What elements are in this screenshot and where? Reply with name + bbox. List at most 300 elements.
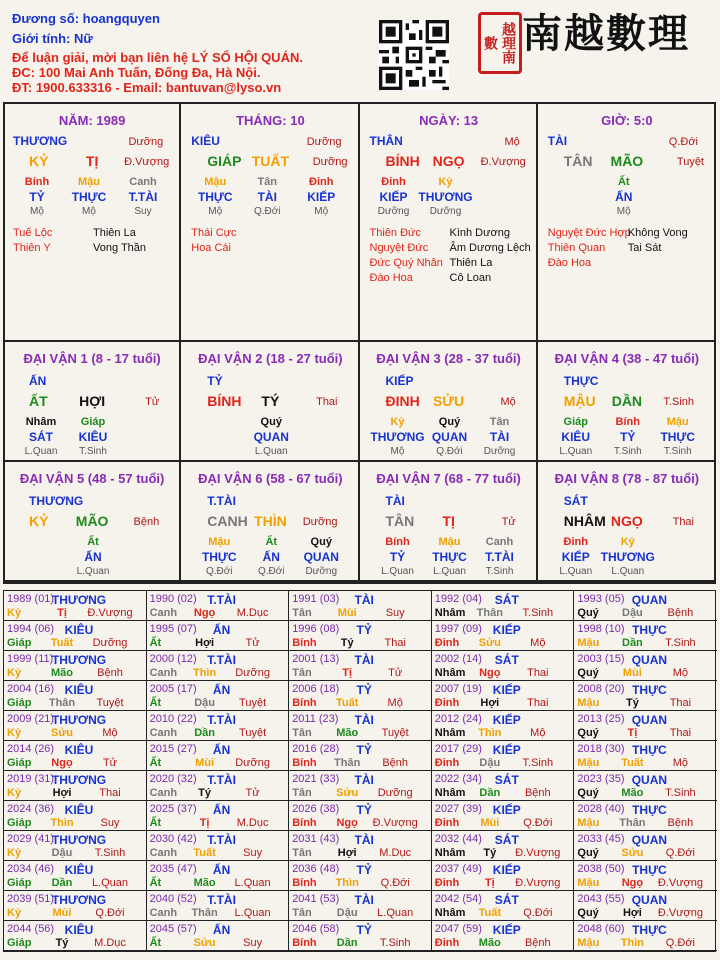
hidden-god: TÀI (489, 430, 510, 444)
pillar-title: NGÀY: 13 (419, 113, 479, 128)
year-phase: Bệnh (667, 607, 694, 619)
dai-van-title: ĐẠI VẬN 8 (78 - 87 tuổi) (554, 471, 700, 486)
year-branch: Sửu (193, 937, 216, 949)
year-stem: Kỷ (7, 727, 22, 739)
year-branch: Tuất (193, 847, 216, 859)
hidden-god: T.TÀI (485, 550, 514, 564)
year-cell[interactable] (4, 921, 147, 951)
year-stem: Kỷ (7, 787, 22, 799)
year-label: 2034 (46) (7, 863, 55, 875)
year-label: 2027 (39) (434, 803, 482, 815)
qr-code-icon[interactable] (379, 20, 449, 90)
pillar-phase: Đ.Vượng (124, 156, 170, 168)
year-phase: Suy (243, 847, 263, 859)
year-cell[interactable] (147, 831, 290, 861)
year-cell[interactable] (432, 741, 575, 771)
year-cell[interactable] (289, 921, 432, 951)
dai-van-cell (3, 462, 181, 582)
year-cell[interactable] (432, 651, 575, 681)
year-phase: Đ.Vượng (515, 847, 561, 859)
year-branch: Thìn (620, 937, 644, 949)
year-phase: Bệnh (382, 757, 409, 769)
year-branch: Thân (191, 907, 218, 919)
year-phase: Tử (388, 667, 403, 679)
year-cell[interactable] (432, 771, 575, 801)
hidden-god: QUAN (431, 430, 468, 444)
year-god: T.TÀI (207, 713, 236, 727)
year-branch: Mùi (480, 817, 500, 829)
year-phase: Bệnh (667, 817, 694, 829)
year-god: T.TÀI (207, 893, 236, 907)
year-cell[interactable] (4, 831, 147, 861)
year-phase: Đ.Vượng (372, 817, 418, 829)
hidden-stem: Mậu (666, 416, 689, 428)
year-cell[interactable] (574, 861, 717, 891)
year-cell[interactable] (147, 681, 290, 711)
year-cell[interactable] (574, 741, 717, 771)
year-god: THỰC (632, 803, 667, 817)
year-stem: Giáp (7, 757, 32, 769)
hidden-god: QUAN (303, 550, 339, 564)
year-stem: Đinh (434, 637, 460, 649)
year-cell[interactable] (289, 621, 432, 651)
dai-van-stem: KỶ (29, 513, 49, 529)
year-branch: Tị (199, 817, 210, 829)
year-stem: Đinh (434, 697, 460, 709)
year-cell[interactable] (432, 831, 575, 861)
hidden-stage: Q.Đới (436, 446, 463, 457)
year-stem: Bính (292, 757, 317, 769)
year-stem: Nhâm (434, 727, 466, 739)
year-god: TỶ (356, 743, 372, 757)
hidden-stage: Dưỡng (305, 566, 338, 577)
year-label: 2013 (25) (577, 713, 625, 725)
year-cell[interactable] (147, 621, 290, 651)
pillar-branch: NGỌ (432, 153, 465, 169)
pillar-stem: TÂN (563, 153, 593, 169)
year-cell[interactable] (147, 921, 290, 951)
year-branch: Hợi (195, 637, 215, 649)
hidden-god: ẤN (615, 190, 633, 204)
year-god: THƯƠNG (51, 773, 107, 787)
year-phase: Đ.Vượng (657, 907, 703, 919)
year-label: 2016 (28) (292, 743, 340, 755)
year-phase: T.Sinh (522, 757, 554, 769)
year-phase: T.Sinh (94, 847, 126, 859)
year-branch: Tuất (335, 697, 359, 709)
dai-van-stem: BÍNH (207, 393, 242, 409)
year-label: 2038 (50) (577, 863, 625, 875)
year-cell[interactable] (574, 591, 717, 621)
year-cell[interactable] (574, 621, 717, 651)
year-label: 1993 (05) (577, 593, 625, 605)
year-god: SÁT (494, 773, 519, 787)
year-god: SÁT (494, 893, 519, 907)
hidden-god: THỰC (71, 190, 107, 204)
year-label: 2008 (20) (577, 683, 625, 695)
year-cell[interactable] (147, 801, 290, 831)
year-god: KIẾP (492, 923, 521, 937)
year-phase: L.Quan (234, 877, 271, 889)
year-branch: Mão (621, 787, 644, 799)
year-phase: Đ.Vượng (657, 877, 703, 889)
dai-van-title: ĐẠI VẬN 1 (8 - 17 tuổi) (23, 351, 161, 366)
year-stem: Quý (577, 667, 599, 679)
year-branch: Dần (622, 637, 643, 649)
year-god: TÀI (354, 713, 374, 727)
year-cell[interactable] (4, 891, 147, 921)
hidden-stem: Quý (260, 416, 282, 428)
year-stem: Mậu (577, 637, 600, 649)
hidden-god: T.TÀI (128, 190, 158, 204)
pillar-cell (360, 102, 538, 342)
dai-van-phase: Dưỡng (302, 516, 338, 528)
year-label: 2012 (24) (434, 713, 482, 725)
hidden-stem: Tân (489, 416, 510, 428)
year-cell[interactable] (147, 771, 290, 801)
year-stem: Quý (577, 787, 599, 799)
year-branch: Hợi (337, 847, 357, 859)
year-god: THƯƠNG (51, 713, 107, 727)
year-god: THỰC (632, 743, 667, 757)
year-cell[interactable] (147, 711, 290, 741)
year-stem: Kỷ (7, 847, 22, 859)
year-stem: Kỷ (7, 667, 22, 679)
hidden-stem: Mậu (208, 536, 231, 548)
year-god: KIÊU (64, 743, 94, 757)
year-branch: Ngọ (621, 877, 644, 889)
hidden-stem: Bính (24, 176, 50, 188)
year-branch: Dần (336, 937, 358, 949)
year-god: TÀI (354, 893, 374, 907)
year-phase: Mộ (530, 637, 546, 649)
year-branch: Tuất (50, 637, 74, 649)
dai-van-god: TỶ (207, 374, 223, 388)
year-cell[interactable] (289, 861, 432, 891)
star-right: Thiên La (449, 257, 493, 269)
year-stem: Kỷ (7, 607, 22, 619)
year-label: 2023 (35) (577, 773, 625, 785)
year-cell[interactable] (432, 591, 575, 621)
pillar-god: THƯƠNG (13, 134, 68, 148)
year-cell[interactable] (289, 651, 432, 681)
year-phase: Mộ (102, 727, 118, 739)
dai-van-cell (181, 462, 359, 582)
hidden-god: KIẾP (379, 190, 408, 204)
year-cell[interactable] (574, 801, 717, 831)
year-cell[interactable] (4, 591, 147, 621)
year-cell[interactable] (574, 891, 717, 921)
year-cell[interactable] (4, 741, 147, 771)
year-label: 2006 (18) (292, 683, 340, 695)
year-branch: Dậu (194, 697, 215, 709)
year-label: 2045 (57) (149, 923, 197, 935)
year-cell[interactable] (289, 591, 432, 621)
year-god: ẤN (212, 623, 231, 637)
year-cell[interactable] (574, 681, 717, 711)
year-phase: Q.Đới (523, 817, 553, 829)
year-god: SÁT (494, 593, 519, 607)
dai-van-title: ĐẠI VẬN 5 (48 - 57 tuổi) (19, 471, 165, 486)
year-stem: Quý (577, 727, 599, 739)
year-stem: Ất (149, 697, 162, 709)
year-branch: Tị (342, 667, 353, 679)
year-phase: Thai (384, 637, 406, 649)
star-left: Thái Cực (191, 227, 237, 239)
year-stem: Nhâm (434, 787, 466, 799)
year-branch: Tuất (621, 757, 644, 769)
year-phase: Mộ (387, 697, 403, 709)
phone-email[interactable]: ĐT: 1900.633316 - Email: bantuvan@lyso.vn (12, 80, 282, 95)
hidden-stage: L.Quan (559, 446, 593, 457)
dai-van-branch: MÃO (75, 513, 109, 529)
year-branch: Sửu (50, 727, 74, 739)
star-right: Tai Sát (627, 242, 662, 254)
year-label: 2020 (32) (149, 773, 197, 785)
year-branch: Mão (478, 937, 501, 949)
dai-van-title: ĐẠI VẬN 7 (68 - 77 tuổi) (376, 471, 521, 486)
year-god: T.TÀI (207, 593, 236, 607)
year-label: 1998 (10) (577, 623, 625, 635)
year-cell[interactable] (432, 711, 575, 741)
year-label: 2037 (49) (434, 863, 482, 875)
year-god: KIẾP (492, 683, 521, 697)
pillar-stage: Mộ (504, 136, 520, 148)
year-cell[interactable] (432, 891, 575, 921)
hidden-god: TỶ (620, 430, 636, 444)
year-label: 2011 (23) (292, 713, 339, 725)
year-cell[interactable] (289, 711, 432, 741)
star-right: Cô Loan (449, 272, 492, 284)
year-label: 2021 (33) (292, 773, 340, 785)
star-left: Thiên Đức (369, 227, 421, 239)
pillar-branch: MÃO (610, 153, 644, 169)
year-label: 2001 (13) (292, 653, 340, 665)
year-cell[interactable] (289, 801, 432, 831)
star-left: Đức Quý Nhân (369, 257, 443, 269)
year-cell[interactable] (289, 681, 432, 711)
year-branch: Sửu (621, 847, 644, 859)
year-phase: Đ.Vượng (515, 877, 561, 889)
brand-logo: 南越數理 (522, 10, 690, 57)
hidden-stage: T.Sinh (485, 566, 514, 577)
year-stem: Bính (292, 697, 317, 709)
year-cell[interactable] (289, 831, 432, 861)
year-god: TỶ (356, 803, 372, 817)
hidden-god: TÀI (257, 190, 277, 204)
year-stem: Bính (292, 937, 317, 949)
dai-van-branch: DẦN (611, 393, 643, 409)
year-phase: Đ.Vượng (87, 607, 133, 619)
year-branch: Tý (340, 637, 354, 649)
hidden-god: THỰC (660, 430, 696, 444)
dai-van-stem: MẬU (563, 393, 596, 409)
dai-van-god: ẤN (29, 374, 47, 388)
year-phase: Dưỡng (377, 787, 413, 799)
year-stem: Tân (292, 787, 312, 799)
hidden-stage: Mộ (82, 206, 96, 217)
year-cell[interactable] (574, 651, 717, 681)
dai-van-title: ĐẠI VẬN 4 (38 - 47 tuổi) (554, 351, 700, 366)
year-stem: Giáp (7, 877, 32, 889)
year-branch: Tị (484, 877, 495, 889)
dai-van-god: SÁT (563, 494, 588, 508)
year-god: KIÊU (64, 863, 94, 877)
year-cell[interactable] (147, 651, 290, 681)
year-god: QUAN (631, 773, 668, 787)
hidden-stage: L.Quan (433, 566, 466, 577)
year-branch: Ngọ (479, 667, 501, 679)
pillar-branch: TỊ (85, 153, 99, 169)
star-left: Thiên Quan (547, 242, 606, 254)
year-branch: Hợi (622, 907, 642, 919)
hidden-god: ẤN (84, 550, 102, 564)
year-cell[interactable] (147, 861, 290, 891)
year-god: TỶ (356, 623, 372, 637)
year-cell[interactable] (289, 771, 432, 801)
year-grid (3, 590, 716, 952)
hidden-stage: Mộ (30, 206, 44, 217)
pillar-title: GIỜ: 5:0 (601, 113, 653, 128)
year-label: 2040 (52) (149, 893, 197, 905)
year-cell[interactable] (574, 831, 717, 861)
year-cell[interactable] (574, 711, 717, 741)
year-label: 1991 (03) (292, 593, 340, 605)
year-god: TÀI (354, 653, 374, 667)
year-cell[interactable] (4, 711, 147, 741)
hidden-stage: Suy (134, 206, 152, 217)
year-label: 2009 (21) (7, 713, 55, 725)
dai-van-cell (360, 462, 538, 582)
star-left: Nguyệt Đức Hợp (547, 227, 631, 239)
year-cell[interactable] (574, 771, 717, 801)
year-phase: Thai (669, 727, 692, 739)
year-stem: Nhâm (434, 847, 466, 859)
year-cell[interactable] (289, 891, 432, 921)
year-god: THỰC (632, 683, 667, 697)
year-stem: Canh (149, 787, 178, 799)
year-branch: Dậu (479, 757, 501, 769)
year-god: KIÊU (64, 623, 94, 637)
dai-van-stem: ẤT (29, 393, 48, 409)
year-stem: Tân (292, 667, 312, 679)
year-stem: Ất (149, 637, 162, 649)
year-cell[interactable] (4, 681, 147, 711)
year-label: 2046 (58) (292, 923, 340, 935)
year-label: 2042 (54) (434, 893, 482, 905)
year-cell[interactable] (4, 651, 147, 681)
star-left: Tuế Lộc (13, 227, 53, 239)
year-cell[interactable] (4, 861, 147, 891)
dai-van-phase: Bệnh (133, 516, 160, 528)
year-cell[interactable] (432, 621, 575, 651)
star-left: Hoa Cái (191, 242, 231, 254)
pillar-god: KIÊU (191, 134, 220, 148)
year-god: T.TÀI (207, 833, 236, 847)
year-branch: Dần (194, 727, 215, 739)
year-cell[interactable] (432, 681, 575, 711)
year-branch: Mão (193, 877, 216, 889)
year-god: ẤN (212, 803, 231, 817)
year-cell[interactable] (147, 741, 290, 771)
year-phase: Q.Đới (665, 937, 695, 949)
year-label: 2044 (56) (7, 923, 55, 935)
year-cell[interactable] (147, 591, 290, 621)
year-branch: Ngọ (51, 757, 73, 769)
hidden-stage: L.Quan (24, 446, 58, 457)
year-label: 2047 (59) (434, 923, 482, 935)
year-cell[interactable] (147, 891, 290, 921)
year-phase: Q.Đới (380, 877, 410, 889)
year-branch: Sửu (478, 637, 501, 649)
year-phase: Q.Đới (95, 907, 125, 919)
year-branch: Dần (479, 787, 501, 799)
hidden-stage: Mộ (208, 206, 223, 217)
hidden-god: KIÊU (78, 430, 108, 444)
year-branch: Mùi (337, 607, 357, 619)
year-cell[interactable] (432, 801, 575, 831)
year-label: 1997 (09) (434, 623, 482, 635)
year-god: THƯƠNG (51, 893, 107, 907)
address: ĐC: 100 Mai Anh Tuấn, Đống Đa, Hà Nội. (12, 65, 261, 80)
year-god: KIẾP (492, 623, 521, 637)
year-stem: Canh (149, 607, 178, 619)
year-label: 2007 (19) (434, 683, 482, 695)
year-god: THỰC (632, 863, 667, 877)
year-label: 1999 (11) (7, 653, 54, 665)
year-label: 1996 (08) (292, 623, 340, 635)
year-god: KIÊU (64, 683, 94, 697)
year-phase: Tuyệt (239, 727, 267, 739)
dai-van-branch: TÝ (261, 393, 280, 409)
year-stem: Nhâm (434, 667, 466, 679)
year-stem: Kỷ (7, 907, 22, 919)
hidden-stage: Dưỡng (429, 206, 462, 217)
year-cell[interactable] (4, 771, 147, 801)
year-cell[interactable] (432, 921, 575, 951)
pillar-branch: TUẤT (251, 153, 290, 169)
pillar-phase: Tuyệt (676, 156, 704, 168)
hidden-stage: Q.Đới (205, 566, 233, 577)
dai-van-branch: SỬU (433, 393, 465, 409)
year-cell[interactable] (574, 921, 717, 951)
year-stem: Bính (292, 637, 317, 649)
year-stem: Quý (577, 607, 599, 619)
year-cell[interactable] (4, 801, 147, 831)
year-branch: Dậu (51, 847, 73, 859)
year-cell[interactable] (432, 861, 575, 891)
year-phase: Dưỡng (235, 667, 270, 679)
year-god: KIẾP (492, 743, 521, 757)
hidden-stage: T.Sinh (613, 446, 642, 457)
dai-van-stem: ĐINH (385, 393, 420, 409)
hidden-stem: Ất (87, 536, 99, 548)
year-phase: Suy (100, 817, 120, 829)
pillar-title: NĂM: 1989 (58, 113, 126, 128)
year-god: QUAN (631, 833, 668, 847)
year-stem: Quý (577, 907, 599, 919)
year-label: 2039 (51) (7, 893, 55, 905)
dai-van-phase: Mộ (500, 396, 516, 408)
year-phase: M.Dục (94, 937, 126, 949)
year-phase: M.Dục (236, 607, 269, 619)
hidden-stage: Mộ (314, 206, 329, 217)
year-cell[interactable] (289, 741, 432, 771)
year-cell[interactable] (4, 621, 147, 651)
year-label: 2018 (30) (577, 743, 625, 755)
hidden-stem: Mậu (204, 176, 227, 188)
year-label: 2024 (36) (7, 803, 55, 815)
